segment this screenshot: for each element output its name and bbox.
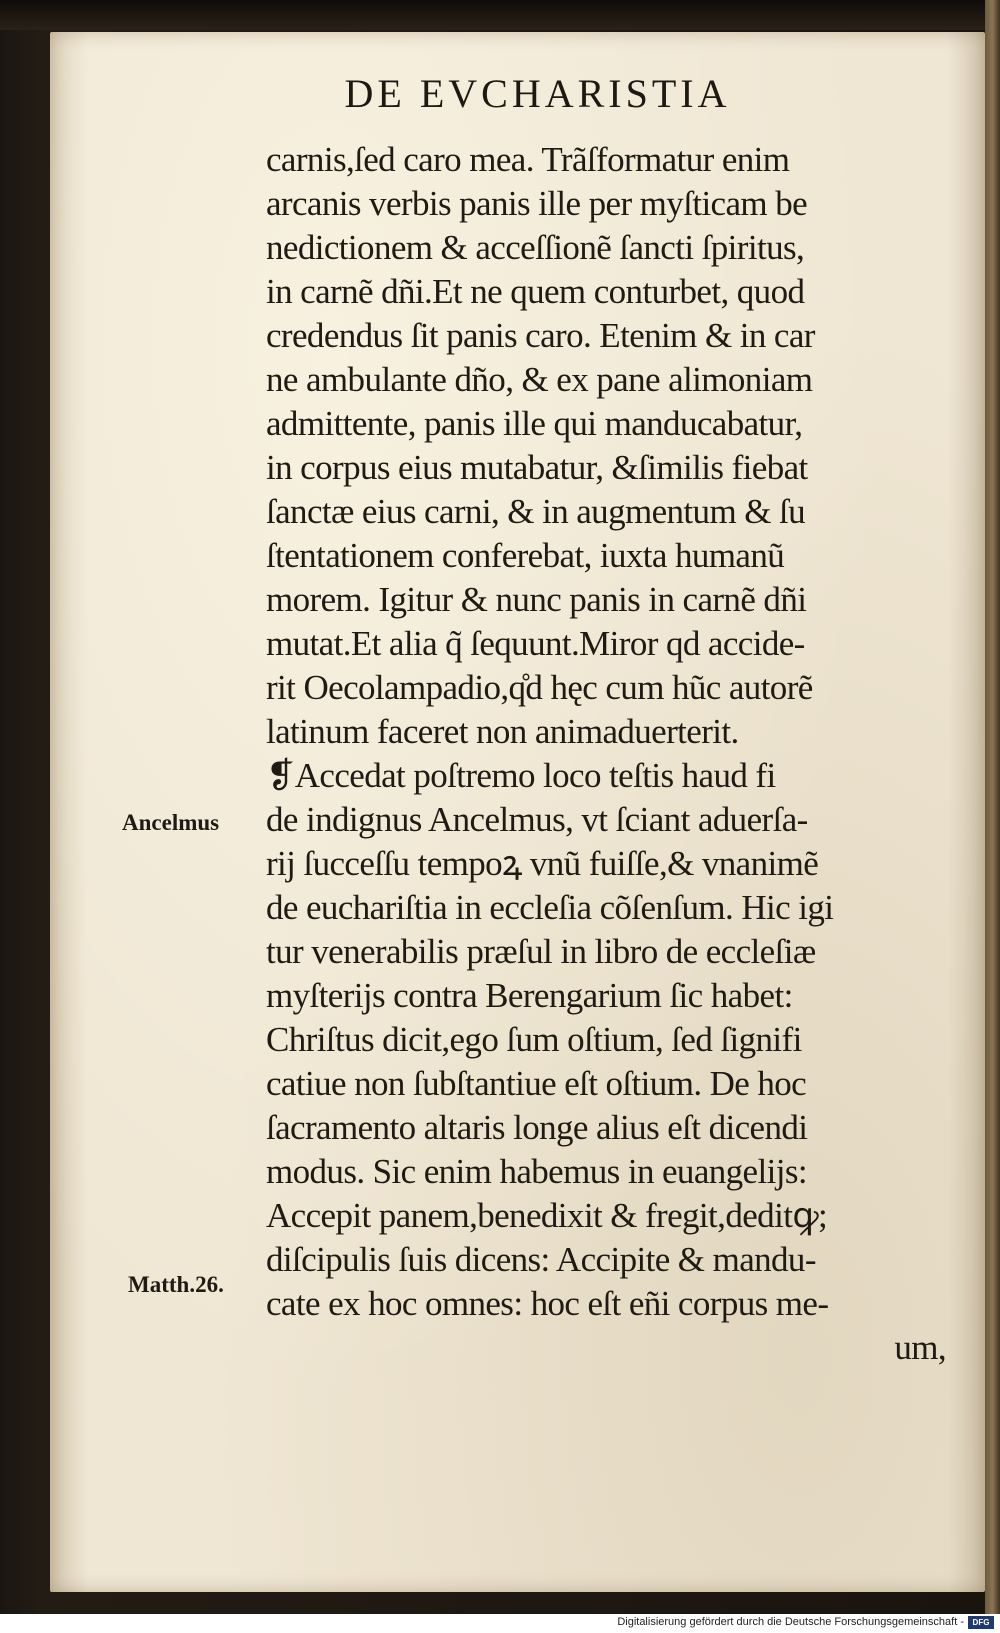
text-line: diſcipulis ſuis dicens: Accipite & mandu- [266, 1240, 816, 1279]
body-text [266, 138, 946, 1370]
dfg-logo: DFG [968, 1616, 994, 1629]
margin-note-anselmus: Ancelmus [122, 810, 220, 835]
text-line: tur venerabilis præſul in libro de eccleſiæ [266, 932, 816, 971]
text-line: ſacramento altaris longe alius eſt dicendi [266, 1108, 808, 1147]
text-line: mutat.Et alia q̃ ſequunt.Miror qd accide- [266, 624, 805, 663]
text-line: Chriſtus dicit,ego ſum oſtium, ſed ſignifi [266, 1020, 802, 1059]
text-line: catiue non ſubſtantiue eſt oſtium. De hoc [266, 1064, 807, 1103]
footer-credit: Digitalisierung gefördert durch die Deutsche Forschungsgemeinschaft - [617, 1616, 964, 1628]
text-line: um, [894, 1328, 946, 1367]
text-line: ❡Accedat poſtremo loco teſtis haud fi [266, 756, 776, 795]
text-line: latinum faceret non animaduerterit. [266, 712, 739, 751]
text-line: in corpus eius mutabatur, &ſimilis fiebat [266, 448, 808, 487]
margin-note-matthew: Matth.26. [128, 1272, 224, 1297]
text-line: carnis,ſed caro mea. Trãſformatur enim [266, 140, 790, 179]
text-line: ſtentationem conferebat, iuxta humanũ [266, 536, 785, 575]
text-line: de indignus Ancelmus, vt ſciant aduerſa- [266, 800, 808, 839]
text-line: rit Oecolampadio,q̊d hęc cum hũc autorẽ [266, 668, 813, 707]
text-line: ſanctæ eius carni, & in augmentum & ſu [266, 492, 806, 531]
text-line: Accepit panem,benedixit & fregit,deditꝙ; [266, 1196, 828, 1235]
text-line: rij ſucceſſu tempoꝝ vnũ fuiſſe,& vnanimẽ [266, 844, 819, 883]
text-line: arcanis verbis panis ille per myſticam be [266, 184, 808, 223]
book-right-edge [985, 0, 1000, 1633]
text-line: in carnẽ dñi.Et ne quem conturbet, quod [266, 272, 805, 311]
book-top-edge [0, 0, 1000, 30]
text-line: cate ex hoc omnes: hoc eſt eñi corpus me- [266, 1284, 829, 1323]
text-line: myſterijs contra Berengarium ſic habet: [266, 976, 793, 1015]
text-line: credendus ſit panis caro. Etenim & in car [266, 316, 815, 355]
text-line: de euchariſtia in eccleſia cõſenſum. Hic igi [266, 888, 834, 927]
text-line: admittente, panis ille qui manducabatur, [266, 404, 803, 443]
text-line: modus. Sic enim habemus in euangelijs: [266, 1152, 808, 1191]
text-line: ne ambulante dño, & ex pane alimoniam [266, 360, 813, 399]
running-head: DE EVCHARISTIA [344, 71, 731, 116]
text-line: nedictionem & acceſſionẽ ſancti ſpiritus, [266, 228, 805, 267]
text-line: morem. Igitur & nunc panis in carnẽ dñi [266, 580, 807, 619]
